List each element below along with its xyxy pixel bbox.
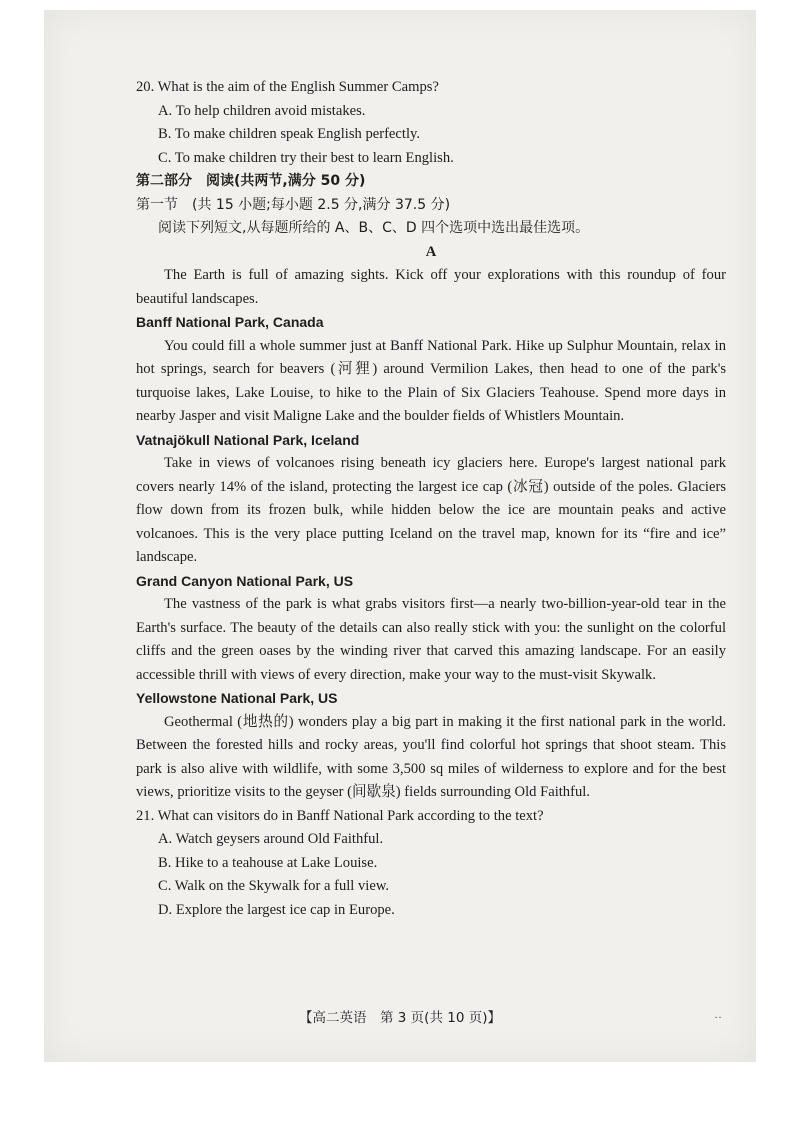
option-c: C. To make children try their best to learn English. bbox=[158, 149, 454, 166]
park-description: Take in views of volcanoes rising beneath icy glaciers here. Europe's largest national park covers nearly 14% of the island, protecting the largest ice cap (冰冠) outside of the poles. Glaciers flow down from its frozen bulk, while hidden below the ice are mountain peaks and active volcanoes. This is the very place putting Iceland on the travel map, known for its “fire and ice” landscape. bbox=[136, 455, 726, 565]
question-21 bbox=[136, 805, 726, 923]
passage-intro: The Earth is full of amazing sights. Kick off your explorations with this roundup of four beautiful landscapes. bbox=[136, 267, 726, 307]
option-a: A. To help children avoid mistakes. bbox=[158, 102, 366, 119]
page-content bbox=[136, 76, 726, 922]
page-footer: 【高二英语 第 3 页(共 10 页)】 bbox=[299, 1010, 501, 1026]
option-b: B. Hike to a teahouse at Lake Louise. bbox=[158, 854, 378, 871]
park-description: The vastness of the park is what grabs visitors first—a nearly two-billion-year-old tear in the Earth's surface. The beauty of the details can also really stick with you: the sunlight on the colorful cliffs and the green oases by the winding river that carved this amazing landscape. For an easily accessible thrill with views of every direction, make your way to the must-visit Skywalk. bbox=[136, 596, 726, 683]
park-description: You could fill a whole summer just at Banff National Park. Hike up Sulphur Mountain, relax in hot springs, search for beavers (河狸) around Vermilion Lakes, then head to one of the park's turquoise lakes, Lake Louise, to hike to the Plain of Six Glaciers Teahouse. Spend more days in nearby Jasper and visit Maligne Lake and the boulder fields of Whistlers Mountain. bbox=[136, 337, 726, 424]
park-heading: Grand Canyon National Park, US bbox=[136, 572, 354, 589]
park-heading: Yellowstone National Park, US bbox=[136, 690, 338, 706]
park-description: Geothermal (地热的) wonders play a big part in making it the first national park in the world. Between the forested hills and rocky areas, you'll find colorful hot springs that shoot steam. This park is also alive with wildlife, with some 3,500 sq miles of wilderness to explore and for the best views, prioritize visits to the geyser (间歇泉) fields surrounding Old Faithful. bbox=[136, 713, 726, 800]
park-heading: Vatnajökull National Park, Iceland bbox=[136, 431, 360, 448]
option-a: A. Watch geysers around Old Faithful. bbox=[158, 831, 384, 847]
passage-label: A bbox=[425, 243, 437, 260]
question-stem: 21. What can visitors do in Banff National Park according to the text? bbox=[136, 807, 544, 824]
option-d: D. Explore the largest ice cap in Europe. bbox=[158, 901, 395, 918]
section-title: 第一节 (共 15 小题;每小题 2.5 分,满分 37.5 分) bbox=[136, 196, 451, 213]
option-c: C. Walk on the Skywalk for a full view. bbox=[158, 878, 390, 894]
park-heading: Banff National Park, Canada bbox=[136, 314, 324, 330]
directions: 阅读下列短文,从每题所给的 A、B、C、D 四个选项中选出最佳选项。 bbox=[158, 220, 590, 236]
question-20 bbox=[136, 76, 726, 170]
question-stem: 20. What is the aim of the English Summer Camps? bbox=[136, 79, 439, 95]
option-b: B. To make children speak English perfectly. bbox=[158, 126, 420, 142]
part-title: 第二部分 阅读(共两节,满分 50 分) bbox=[136, 173, 366, 189]
corner-mark: ·· bbox=[714, 1010, 722, 1024]
